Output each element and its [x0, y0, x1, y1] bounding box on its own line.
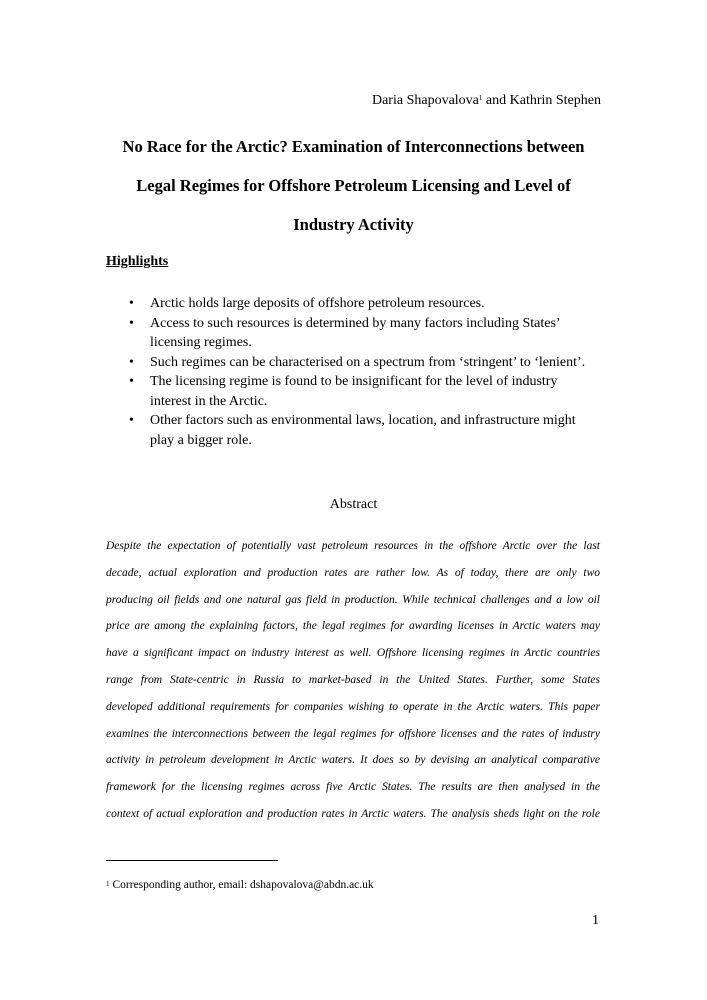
highlight-item: [124, 372, 604, 411]
highlight-item-line: play a bigger role.: [150, 432, 252, 448]
abstract-heading: Abstract: [329, 497, 378, 512]
abstract-line: Despite the expectation of potentially vast petroleum resources in the offshore Arctic over the last: [106, 540, 600, 552]
highlight-item-line: interest in the Arctic.: [150, 393, 268, 409]
highlight-item-line: licensing regimes.: [150, 335, 252, 350]
abstract-line: examines the interconnections between the legal regimes for offshore licenses and the rates of industry: [106, 727, 600, 740]
abstract-line: activity in petroleum development in Arctic waters. It does so by devising an analytical comparative: [106, 754, 600, 767]
abstract-line: price are among the explaining factors, the legal regimes for awarding licenses in Arctic waters may: [106, 620, 600, 633]
author-1-name: Daria Shapovalova: [371, 93, 479, 108]
footnote-marker: 1: [106, 880, 110, 888]
abstract-line: developed additional requirements for companies wishing to operate in the Arctic waters. This paper: [106, 700, 600, 713]
abstract-line: decade, actual exploration and production rates are rather low. As of today, there are only two: [106, 566, 600, 579]
author-connector: and: [482, 93, 510, 108]
title-line-2: Legal Regimes for Offshore Petroleum Licensing and Level of: [136, 176, 571, 195]
abstract-line: framework for the licensing regimes across five Arctic States. The results are then analysed in the: [106, 781, 600, 794]
footnote-marker-author[interactable]: 1: [478, 94, 483, 102]
highlight-item-line: The licensing regime is found to be insignificant for the level of industry: [150, 374, 558, 389]
highlight-item-line: Arctic holds large deposits of offshore petroleum resources.: [150, 296, 485, 311]
highlights-heading: Highlights: [106, 254, 169, 269]
highlights-list: [124, 294, 604, 450]
highlight-item-line: Such regimes can be characterised on a spectrum from ‘stringent’ to ‘lenient’.: [150, 354, 586, 370]
title-line-3: Industry Activity: [293, 215, 414, 234]
highlight-item: [124, 314, 604, 353]
page-number: 1: [592, 913, 599, 928]
highlight-item: [124, 353, 604, 373]
highlight-item-line: Access to such resources is determined by many factors including States’: [150, 315, 561, 331]
footnote-divider: [106, 860, 278, 861]
abstract-body: [106, 533, 600, 828]
abstract-line: producing oil fields and one natural gas field in production. While technical challenges and a low oil: [106, 593, 600, 606]
author-line: [372, 93, 601, 109]
author-2-name: Kathrin Stephen: [509, 93, 601, 108]
footnote-text: Corresponding author, email: dshapovalova@abdn.ac.uk: [112, 879, 374, 891]
highlight-item-line: Other factors such as environmental laws, location, and infrastructure might: [150, 413, 576, 428]
paper-title: [106, 127, 601, 244]
abstract-line: have a significant impact on industry interest as well. Offshore licensing regimes in Arctic countries: [106, 647, 600, 660]
highlight-item: [124, 411, 604, 450]
footnote: [106, 879, 374, 891]
title-line-1: No Race for the Arctic? Examination of Interconnections between: [122, 137, 585, 156]
highlight-item: [124, 294, 604, 314]
abstract-line: range from State-centric in Russia to market-based in the United States. Further, some States: [106, 673, 600, 686]
abstract-line: context of actual exploration and production rates in Arctic waters. The analysis sheds light on the role: [106, 807, 600, 820]
